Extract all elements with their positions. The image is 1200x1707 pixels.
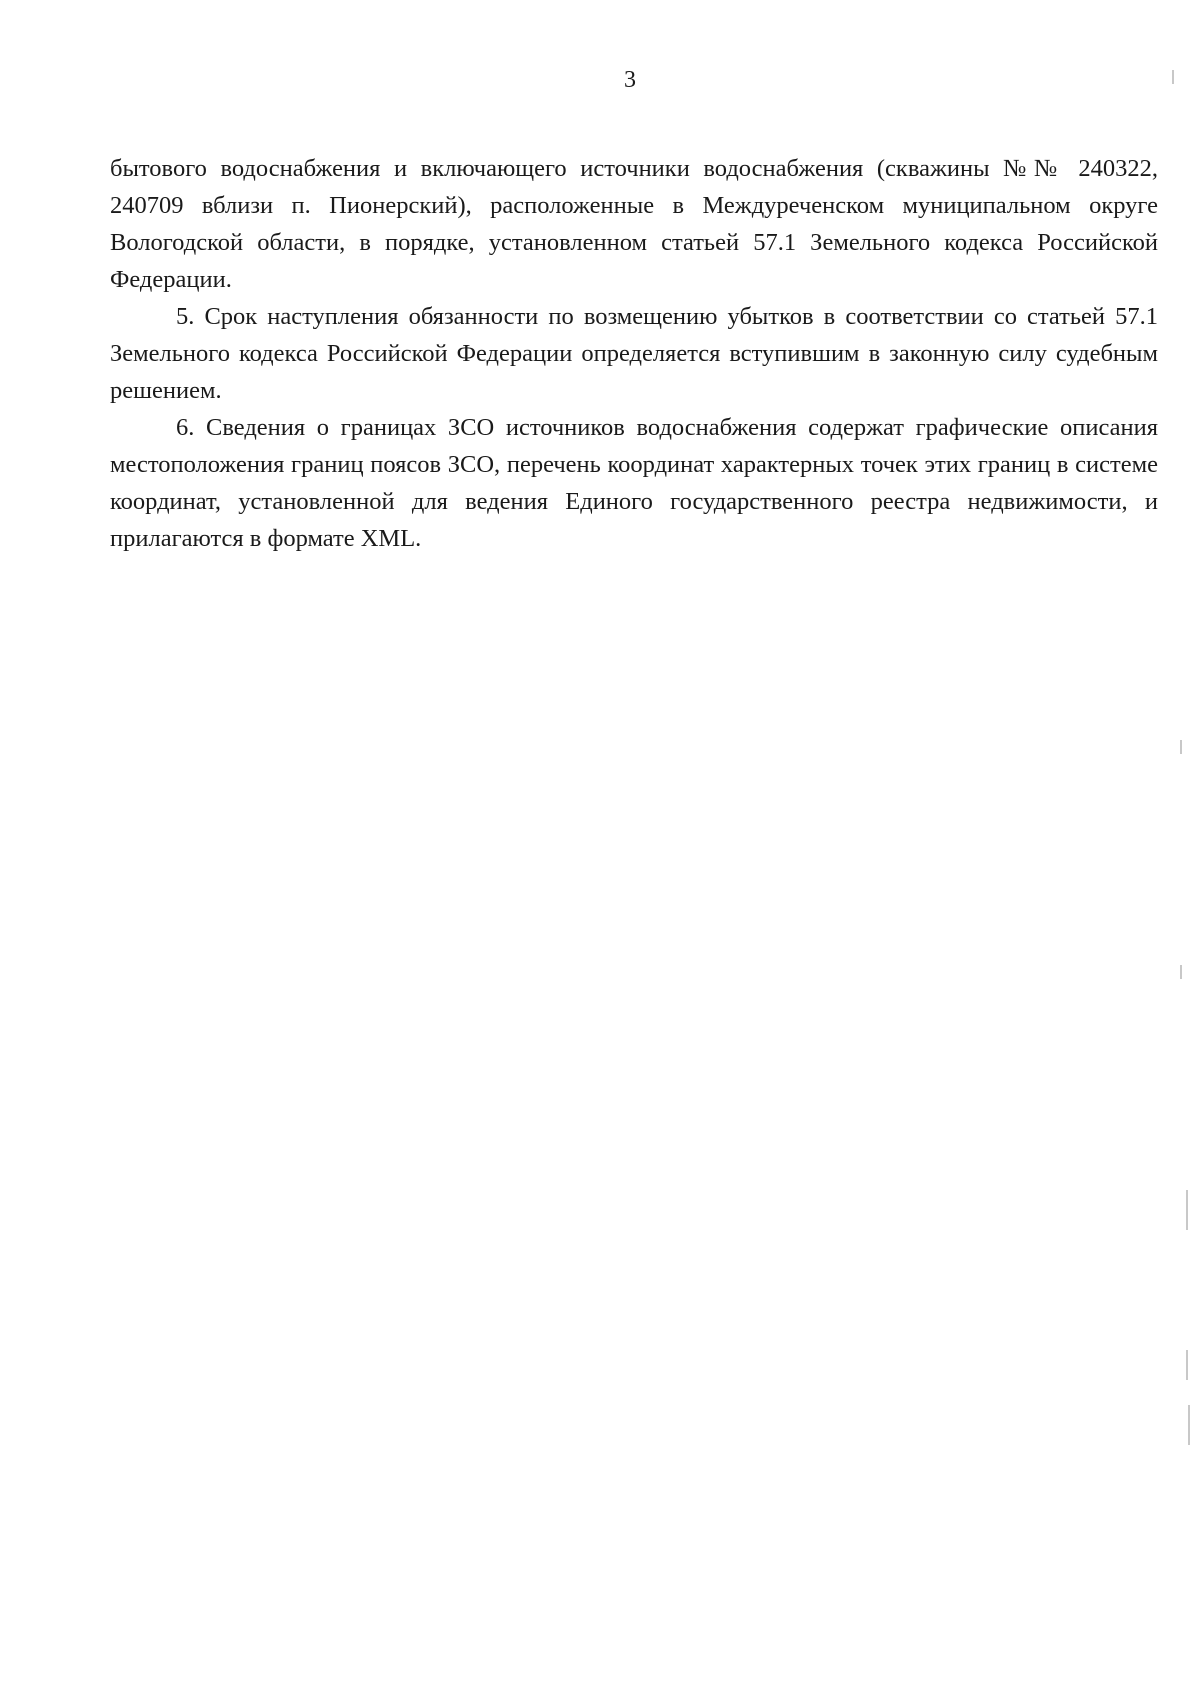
page-number: 3 (624, 67, 636, 93)
scan-artifact-mark (1188, 1405, 1190, 1445)
paragraph-item-6: 6. Сведения о границах ЗСО источников водоснабжения содержат графические описания местоположения границ поясов ЗСО, перечень координат характерных точек этих границ в системе координат, установленной для ведения Единого государственного реестра недвижимости, и прилагаются в формате XML. (110, 414, 1158, 552)
paragraph-item-5: 5. Срок наступления обязанности по возмещению убытков в соответствии со статьей 57.1 Земельного кодекса Российской Федерации определяется вступившим в законную силу судебным решением. (110, 303, 1158, 404)
scan-artifact-mark (1186, 1350, 1188, 1380)
scan-artifact-mark (1172, 70, 1174, 84)
scan-artifact-mark (1186, 1190, 1188, 1230)
document-body (110, 150, 1158, 557)
scan-artifact-mark (1180, 740, 1182, 754)
scan-artifact-mark (1180, 965, 1182, 979)
paragraph-continuation: бытового водоснабжения и включающего источники водоснабжения (скважины №№ 240322, 240709 вблизи п. Пионерский), расположенные в Междуреченском муниципальном округе Вологодской области, в порядке, установленном статьей 57.1 Земельного кодекса Российской Федерации. (110, 155, 1158, 293)
